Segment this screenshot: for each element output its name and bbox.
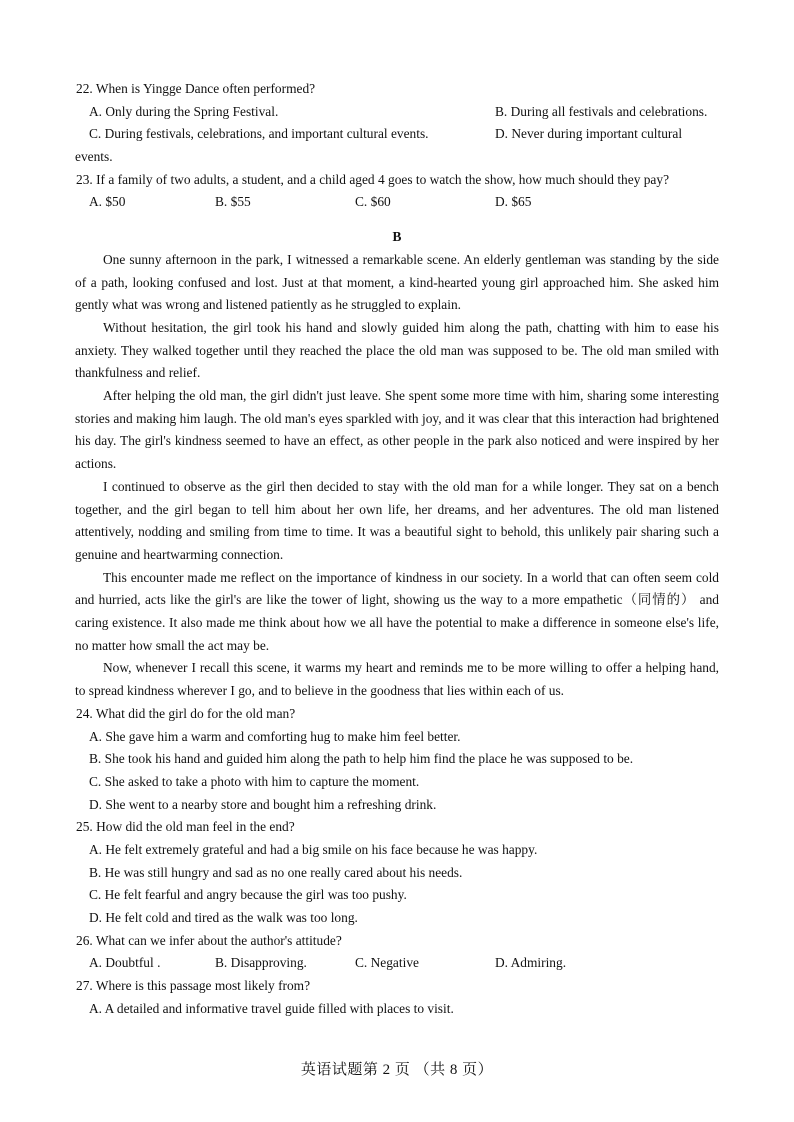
- question-23-stem: 23. If a family of two adults, a student, and a child aged 4 goes to watch the show, how much should they pay?: [76, 171, 670, 187]
- question-24-option-b: B. She took his hand and guided him along the path to help him find the place he was supposed to be.: [89, 751, 634, 767]
- question-23-option-a: A. $50: [89, 194, 126, 210]
- question-25-option-d: D. He felt cold and tired as the walk was too long.: [89, 910, 358, 926]
- question-23-option-b: B. $55: [215, 194, 251, 210]
- question-23-options: [75, 191, 719, 214]
- question-25-option-c: C. He felt fearful and angry because the girl was too pushy.: [89, 887, 407, 903]
- passage-paragraph-5: This encounter made me reflect on the importance of kindness in our society. In a world that can often seem cold and hurried, acts like the girl's are like the tower of light, showing us the way to a more empathetic（同情的） and caring existence. It also made me think about how we all have the potential to make a difference in someone else's life, no matter how small the act may be.: [75, 569, 719, 653]
- passage-paragraph-2: Without hesitation, the girl took his hand and slowly guided him along the path, chatting with him to ease his anxiety. They walked together until they reached the place the old man was supposed to be. The old man smiled with thankfulness and relief.: [75, 319, 719, 381]
- question-26-stem: 26. What can we infer about the author's attitude?: [76, 932, 342, 948]
- question-26-option-a: A. Doubtful .: [89, 955, 161, 971]
- question-24-option-a: A. She gave him a warm and comforting hug to make him feel better.: [89, 728, 461, 744]
- page-content: [75, 78, 719, 1021]
- passage-paragraph-4: I continued to observe as the girl then decided to stay with the old man for a while longer. They sat on a bench together, and the girl began to tell him about her own life, her dreams, and her adventures. The old man listened attentively, nodding and smiling from time to time. It was a beautiful sight to behold, this unlikely pair sharing such a genuine and heartwarming connection.: [75, 478, 719, 562]
- question-26-options: [75, 952, 719, 975]
- question-27-stem: 27. Where is this passage most likely from?: [76, 978, 311, 994]
- question-22-stem: 22. When is Yingge Dance often performed?: [76, 81, 316, 96]
- question-24-option-c: C. She asked to take a photo with him to capture the moment.: [89, 773, 420, 789]
- question-26-option-b: B. Disapproving.: [215, 955, 307, 971]
- question-22-options-row1: [75, 101, 719, 124]
- question-22-options-row2: [75, 123, 719, 146]
- question-24-stem: 24. What did the girl do for the old man?: [76, 705, 296, 721]
- question-22-option-c: C. During festivals, celebrations, and important cultural events.: [89, 126, 429, 142]
- question-25-stem: 25. How did the old man feel in the end?: [76, 819, 295, 835]
- question-22-option-a: A. Only during the Spring Festival.: [89, 103, 279, 119]
- question-23-option-d: D. $65: [495, 194, 532, 210]
- page-footer: 英语试题第 2 页 （共 8 页）: [300, 1062, 494, 1078]
- question-22-option-d: D. Never during important cultural: [495, 126, 683, 142]
- section-b-heading: B: [392, 229, 402, 245]
- question-24-option-d: D. She went to a nearby store and bought him a refreshing drink.: [89, 796, 437, 812]
- question-27-option-a: A. A detailed and informative travel guide filled with places to visit.: [89, 1000, 454, 1016]
- passage-paragraph-1: One sunny afternoon in the park, I witnessed a remarkable scene. An elderly gentleman was standing by the side of a path, looking confused and lost. Just at that moment, a kind-hearted young girl approached him. She asked him gently what was wrong and listened patiently as he struggled to explain.: [75, 251, 719, 313]
- question-26-option-d: D. Admiring.: [495, 955, 567, 971]
- question-26-option-c: C. Negative: [355, 955, 419, 971]
- question-25-option-b: B. He was still hungry and sad as no one really cared about his needs.: [89, 864, 463, 880]
- question-22-option-d-continued: events.: [75, 149, 113, 165]
- question-22-option-b: B. During all festivals and celebrations.: [495, 103, 708, 119]
- passage-paragraph-3: After helping the old man, the girl didn't just leave. She spent some more time with him, sharing some interesting stories and making him laugh. The old man's eyes sparkled with joy, and it was clear that this interaction had brightened his day. The girl's kindness seemed to have an effect, as other people in the park also noticed and were inspired by her actions.: [75, 388, 719, 472]
- passage-paragraph-6: Now, whenever I recall this scene, it warms my heart and reminds me to be more willing to offer a helping hand, to spread kindness wherever I go, and to believe in the goodness that lies within each of us.: [75, 660, 719, 699]
- question-23-option-c: C. $60: [355, 194, 391, 210]
- question-25-option-a: A. He felt extremely grateful and had a big smile on his face because he was happy.: [89, 842, 538, 857]
